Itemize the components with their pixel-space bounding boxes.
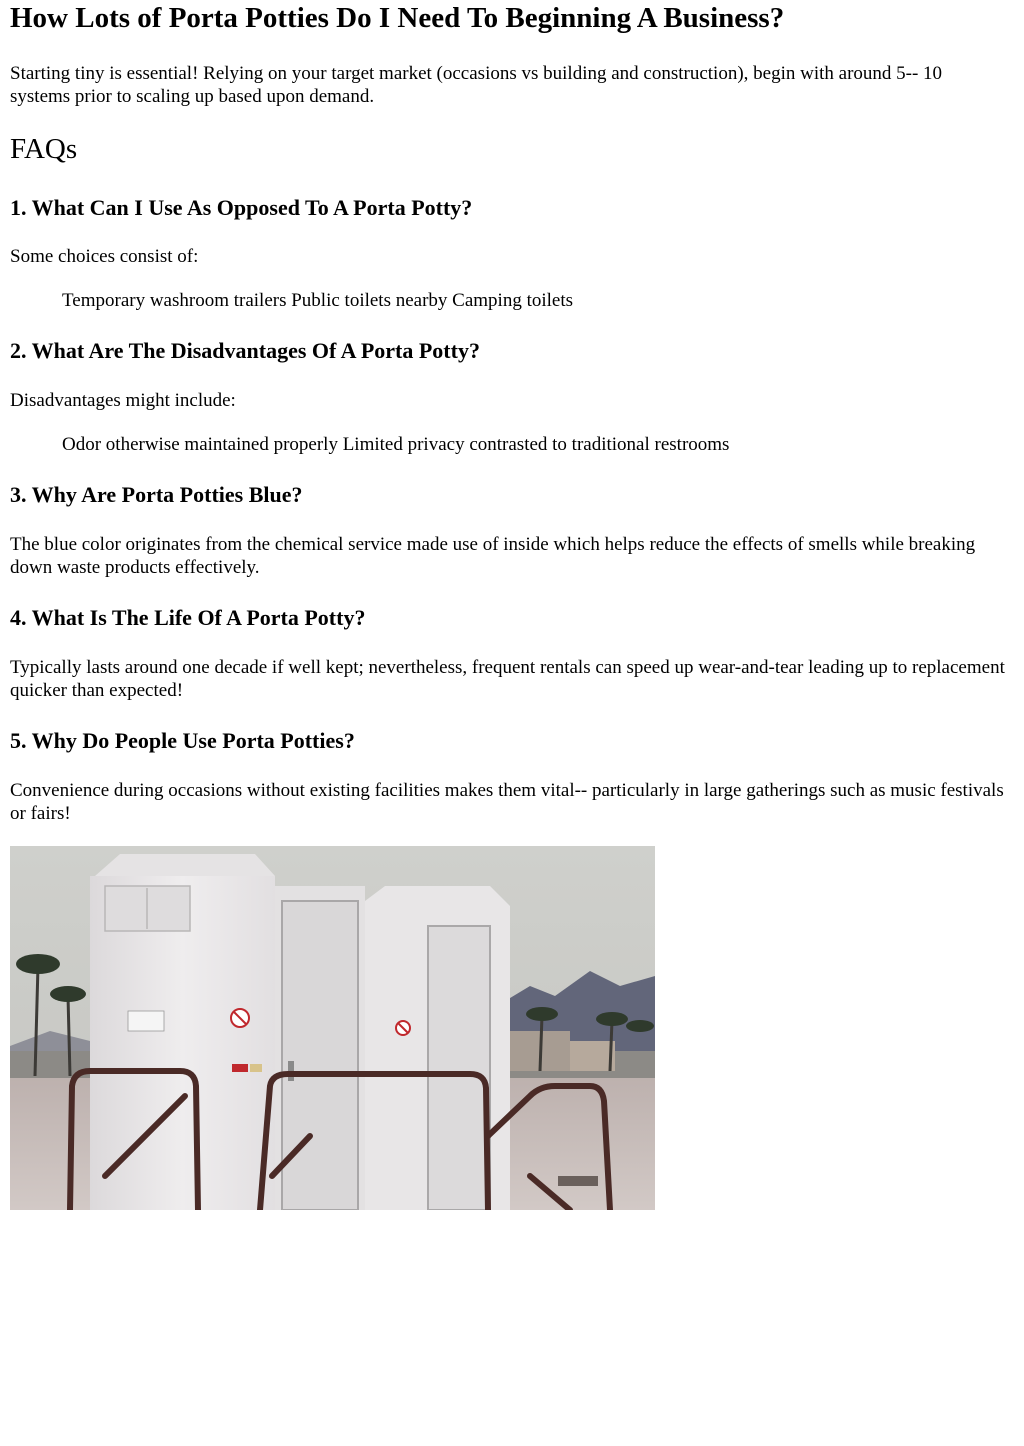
faq-question-3: 3. Why Are Porta Potties Blue? — [10, 482, 303, 507]
faq-answer-1: Some choices consist of: — [10, 246, 199, 267]
intro-paragraph: Starting tiny is essential! Relying on your target market (occasions vs building and construction), begin with around 5-- 10 systems prior to scaling up based upon demand. — [10, 63, 943, 107]
faq-question-5: 5. Why Do People Use Porta Potties? — [10, 728, 355, 753]
faq-question-4: 4. What Is The Life Of A Porta Potty? — [10, 605, 366, 630]
page-title: How Lots of Porta Potties Do I Need To Beginning A Business? — [10, 2, 785, 34]
faqs-heading: FAQs — [10, 133, 78, 165]
faq-question-1: 1. What Can I Use As Opposed To A Porta Potty? — [10, 195, 473, 220]
faq-answer-2: Disadvantages might include: — [10, 390, 236, 411]
porta-potty-photo — [10, 846, 655, 1210]
faq-answer-5: Convenience during occasions without existing facilities makes them vital-- particularly in large gatherings such as music festivals or fairs! — [10, 780, 1004, 824]
faq-answer-3: The blue color originates from the chemical service made use of inside which helps reduce the effects of smells while breaking down waste products effectively. — [10, 534, 976, 578]
faq-list-2: Odor otherwise maintained properly Limited privacy contrasted to traditional restrooms — [62, 434, 730, 455]
faq-question-2: 2. What Are The Disadvantages Of A Porta Potty? — [10, 338, 480, 363]
faq-answer-4: Typically lasts around one decade if well kept; nevertheless, frequent rentals can speed up wear-and-tear leading up to replacement quicker than expected! — [10, 657, 1005, 701]
faq-list-1: Temporary washroom trailers Public toilets nearby Camping toilets — [62, 290, 574, 311]
